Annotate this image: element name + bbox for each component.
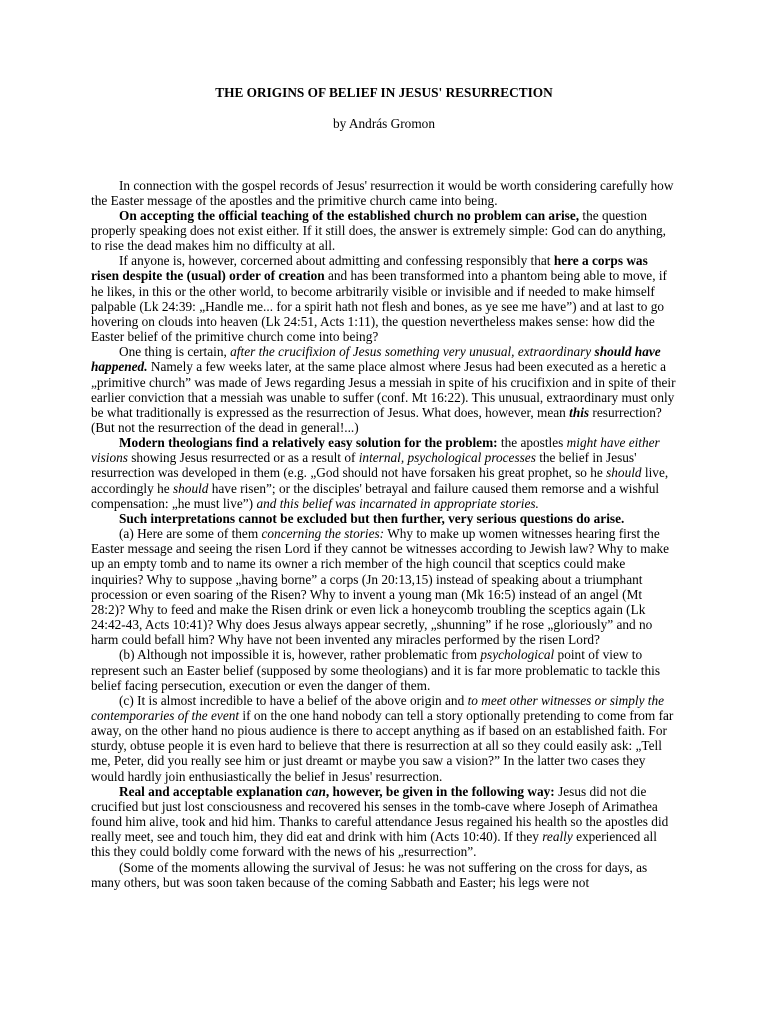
paragraph bbox=[91, 435, 677, 511]
emphasized-text: internal, psychological processes bbox=[358, 450, 536, 466]
emphasized-text: should bbox=[172, 480, 209, 496]
text-run: point of view to represent such an Easter belief (supposed by some theologians) and it is far more problematic to tackle this belief facing persecution, execution or even the danger of them. bbox=[91, 647, 661, 693]
text-run: In connection with the gospel records of Jesus' resurrection it would be worth considering carefully how the Easter message of the apostles and the primitive church came into being. bbox=[91, 177, 674, 208]
text-run: the apostles bbox=[497, 435, 567, 451]
emphasized-text: and this belief was incarnated in appropriate stories. bbox=[256, 495, 539, 511]
emphasized-text: might have either visions bbox=[91, 435, 660, 466]
text-run: If anyone is, however, corcerned about admitting and confessing responsibly that bbox=[119, 253, 554, 269]
text-run: the belief in Jesus' resurrection was developed in them (e.g. „God should not have forsaken his great prophet, so he bbox=[91, 450, 637, 481]
text-run: showing Jesus resurrected or as a result of bbox=[127, 450, 359, 466]
text-run: Namely a few weeks later, at the same place almost where Jesus had been executed as a heretic a „primitive church” was made of Jews regarding Jesus a messiah in spite of his crucifixion and in spite of their earlier conviction that a messiah was unable to suffer (conf. Mt 16:22). This unusual, extraordinary must only be what traditionally is expressed as the resurrection of Jesus. What does, however, mean bbox=[91, 359, 676, 420]
text-run: have risen”; or the disciples' betrayal and failure caused them remorse and a wishful compensation: „he must live”) bbox=[91, 480, 660, 511]
text-run: Jesus did not die crucified but just lost consciousness and recovered his senses in the tomb-cave where Joseph of Arimathea found him alive, took and hid him. Thanks to careful attendance Jesus regained his health so the apostles did really meet, see and touch him, they did eat and drink with him (Acts 10:40). If they bbox=[91, 783, 669, 845]
paragraph bbox=[91, 647, 677, 692]
text-run: experienced all this they could boldly come forward with the news of his „resurrection”. bbox=[91, 829, 657, 860]
emphasized-text: Modern theologians find a relatively easy solution for the problem: bbox=[119, 435, 498, 451]
emphasized-text: really bbox=[542, 829, 573, 845]
text-run: (c) It is almost incredible to have a belief of the above origin and bbox=[119, 692, 468, 708]
paragraph bbox=[91, 784, 677, 860]
emphasized-text: On accepting the official teaching of the established church no problem can arise, bbox=[119, 207, 580, 223]
paragraph bbox=[91, 253, 677, 344]
emphasized-text: should bbox=[606, 465, 642, 481]
emphasized-text: , however, be given in the following way: bbox=[325, 783, 555, 799]
text-run: Why to make up women witnesses hearing first the Easter message and seeing the risen Lord if they cannot be witnesses according to Jewish law? Why to make up an empty tomb and to name its owner a rich member of the high council that sceptics could make inquiries? Why to suppose „having borne” a corps (Jn 20:13,15) instead of speaking about a triumphant procession or even soaring of the Risen? Why to invent a young man (Mk 16:5) instead of an angel (Mt 28:2)? Why to feed and make the Risen drink or even lick a honeycomb troubling the sceptics again (Lk 24:42-43, Acts 10:41)? Why does Jesus always appear secretly, „shunning” if he rose „gloriously” and no harm could befall him? Why have not been invented any miracles performed by the risen Lord? bbox=[91, 526, 669, 648]
paragraph bbox=[91, 526, 677, 647]
text-run: live, accordingly he bbox=[91, 465, 669, 496]
text-run: (Some of the moments allowing the survival of Jesus: he was not suffering on the cross for days, as many others, but was soon taken because of the coming Sabbath and Easter; his legs were not bbox=[91, 859, 648, 890]
emphasized-text: this bbox=[569, 404, 590, 420]
paragraph bbox=[91, 511, 677, 526]
paragraph bbox=[91, 693, 677, 784]
text-run: resurrection? (But not the resurrection of the dead in general!...) bbox=[91, 404, 662, 435]
text-run: and has been transformed into a phantom being able to move, if he likes, in this or the other world, to become arbitrarily visible or invisible and if needed to make himself palpable (Lk 24:39: „Handle me... for a spirit hath not flesh and bones, as ye see me have”) and at last to go hovering on clouds into heaven (Lk 24:51, Acts 1:11), the question nevertheless makes sense: how did the Easter belief of the primitive church come into being? bbox=[91, 268, 667, 345]
paragraph bbox=[91, 860, 677, 890]
text-run: if on the one hand nobody can tell a story optionally pretending to come from far away, on the other hand no pious audience is there to accept anything as if based on an established faith. For sturdy, obtuse people it is even hard to believe that there is resurrection at all so they could easily ask: „Tell me, Peter, did you really see him or just dreamt or maybe you saw a vision?” In the latter two cases they would hardly join enthusiastically the belief in Jesus' resurrection. bbox=[91, 707, 674, 784]
paragraph bbox=[91, 178, 677, 208]
document-body bbox=[91, 178, 677, 890]
emphasized-text: Such interpretations cannot be excluded but then further, very serious questions do arise. bbox=[119, 510, 625, 526]
emphasized-text: Real and acceptable explanation bbox=[119, 783, 306, 799]
emphasized-text: psychological bbox=[480, 647, 555, 663]
text-run: (a) Here are some of them bbox=[119, 526, 262, 542]
emphasized-text: to meet other witnesses or simply the contemporaries of the event bbox=[91, 692, 665, 723]
emphasized-text: can bbox=[305, 783, 326, 799]
emphasized-text: concerning the stories: bbox=[261, 526, 385, 542]
paragraph bbox=[91, 208, 677, 253]
emphasized-text: after the crucifixion of Jesus something very unusual, extraordinary bbox=[230, 344, 595, 360]
emphasized-text: should have happened. bbox=[91, 344, 661, 375]
emphasized-text: here a corps was risen despite the (usual) order of creation bbox=[91, 253, 648, 284]
author-byline: by András Gromon bbox=[333, 116, 435, 131]
text-run: One thing is certain, bbox=[119, 344, 231, 360]
paragraph bbox=[91, 344, 677, 435]
text-run: the question properly speaking does not exist either. If it still does, the answer is extremely simple: God can do anything, to rise the dead makes him no difficulty at all. bbox=[91, 207, 666, 254]
text-run: (b) Although not impossible it is, however, rather problematic from bbox=[119, 647, 481, 663]
document-title: THE ORIGINS OF BELIEF IN JESUS' RESURRECTION bbox=[215, 85, 553, 100]
